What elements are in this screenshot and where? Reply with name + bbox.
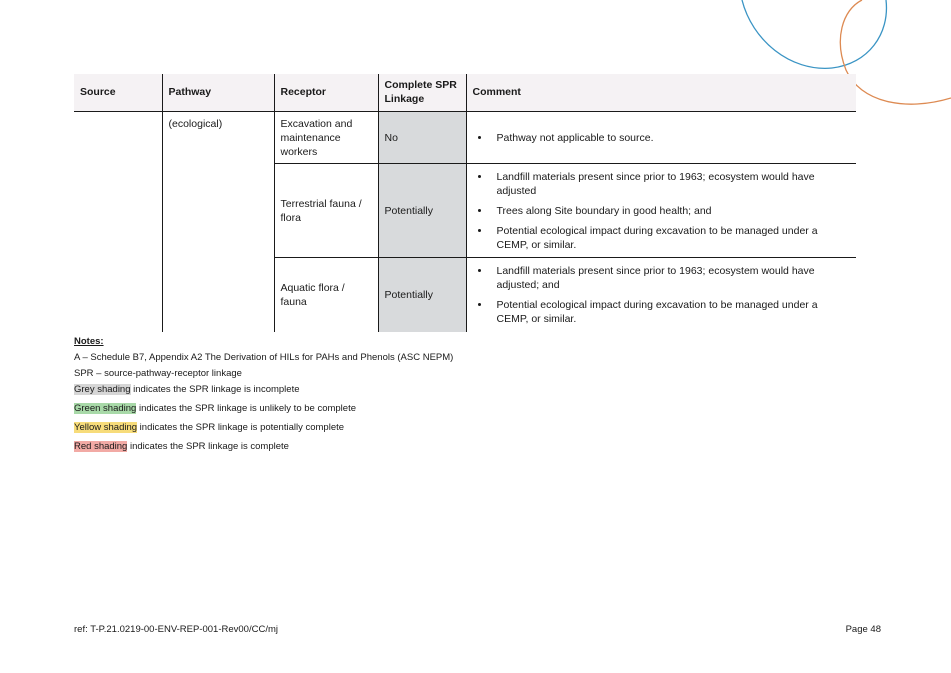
pathway-cell: (ecological) [162,112,274,332]
receptor-cell: Terrestrial fauna / flora [274,164,378,258]
notes-section [74,336,774,460]
comment-item: • Potential ecological impact during excavation to be managed under a CEMP, or similar. [491,224,851,252]
receptor-cell: Excavation and maintenance workers [274,112,378,164]
yellow-shading-text: indicates the SPR linkage is potentially complete [137,422,345,433]
notes-title: Notes: [74,336,104,347]
note-grey-shading [74,384,774,396]
spr-linkage-table [74,74,856,332]
red-shading-text: indicates the SPR linkage is complete [127,441,289,452]
green-shading-text: indicates the SPR linkage is unlikely to be complete [136,403,357,414]
note-red-shading [74,441,774,453]
linkage-cell: Potentially [378,258,466,332]
yellow-shading-swatch: Yellow shading [74,422,138,433]
comment-item: • Trees along Site boundary in good health; and [491,204,851,218]
source-cell [74,112,162,332]
red-shading-swatch: Red shading [74,441,128,452]
comment-cell [466,112,856,164]
comment-item: • Pathway not applicable to source. [491,131,851,145]
comment-cell [466,258,856,332]
linkage-cell: No [378,112,466,164]
note-yellow-shading [74,422,774,434]
note-green-shading [74,403,774,415]
footer-document-reference: ref: T-P.21.0219-00-ENV-REP-001-Rev00/CC/mj [74,624,278,635]
comment-item: • Potential ecological impact during excavation to be managed under a CEMP, or similar. [491,298,851,326]
header-complete-spr-linkage: Complete SPR Linkage [378,74,466,112]
grey-shading-text: indicates the SPR linkage is incomplete [130,384,300,395]
table-header-row [74,74,856,112]
comment-cell [466,164,856,258]
blue-swirl-arc [742,0,886,68]
orange-swirl-arc [840,0,951,104]
comment-list [473,264,851,326]
comment-item: • Landfill materials present since prior to 1963; ecosystem would have adjusted [491,170,851,198]
comment-list [473,170,851,252]
header-comment: Comment [466,74,856,112]
comment-item: • Landfill materials present since prior to 1963; ecosystem would have adjusted; and [491,264,851,292]
green-shading-swatch: Green shading [74,403,137,414]
grey-shading-swatch: Grey shading [74,384,131,395]
note-spr-definition: SPR – source-pathway-receptor linkage [74,368,242,379]
footer-page-number: Page 48 [845,624,881,635]
header-receptor: Receptor [274,74,378,112]
receptor-cell: Aquatic flora / fauna [274,258,378,332]
header-pathway: Pathway [162,74,274,112]
note-schedule-reference: A – Schedule B7, Appendix A2 The Derivation of HILs for PAHs and Phenols (ASC NEPM) [74,352,454,363]
header-source: Source [74,74,162,112]
comment-list [473,131,851,145]
linkage-cell: Potentially [378,164,466,258]
table-row [74,112,856,164]
